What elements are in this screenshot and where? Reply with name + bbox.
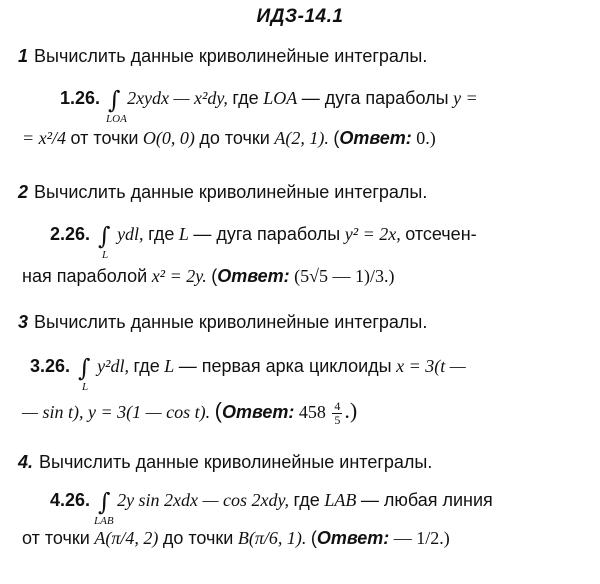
text-where: где — [232, 88, 259, 108]
problem-3-line-1 — [30, 354, 466, 393]
section-heading-text: Вычислить данные криволинейные интегралы. — [34, 46, 428, 66]
curve-equation-end: — sin t), y = 3(1 — cos t). — [22, 402, 211, 422]
problem-4-line-2: от точки A(π/4, 2) до точки B(π/6, 1). (Ответ: — 1/2.) — [22, 528, 450, 548]
curve-name: LAB — [324, 490, 357, 510]
problem-number: 1.26. — [60, 88, 101, 108]
curve-description: — любая линия — [360, 490, 493, 510]
problem-number: 4.26. — [50, 490, 91, 510]
section-heading-text: Вычислить данные криволинейные интегралы. — [39, 452, 433, 472]
problem-number: 2.26. — [50, 224, 91, 244]
text-where: где — [133, 356, 160, 376]
answer-label: Ответ: — [316, 528, 390, 548]
text-to-point: до точки — [162, 528, 234, 548]
text-from-point: от точки — [22, 528, 90, 548]
curve-equation: y² = 2x, — [344, 224, 401, 244]
problem-2-line-2: ная параболой x² = 2y. (Ответ: (5√5 — 1)/3.) — [22, 266, 395, 286]
curve-equation-start: y = — [453, 88, 478, 108]
text-from-point: от точки — [70, 128, 139, 148]
fraction-denominator: 5 — [334, 413, 341, 428]
integral-sign: ∫ L — [98, 222, 111, 261]
answer-label: Ответ: — [339, 128, 412, 148]
text-cut-by: отсечен- — [405, 224, 477, 244]
section-1-heading — [18, 46, 427, 67]
integral-sign: ∫ LAB — [94, 488, 114, 527]
problem-1-line-2: = x²/4 от точки O(0, 0) до точки A(2, 1). (Ответ: 0.) — [22, 128, 436, 148]
answer-label: Ответ: — [217, 266, 290, 286]
section-number: 3 — [18, 312, 29, 332]
end-point: B(π/6, 1). — [237, 528, 307, 548]
text-where: где — [148, 224, 175, 244]
text-parabola: ная параболой — [22, 266, 148, 286]
answer-value: (5√5 — 1)/3.) — [294, 266, 395, 286]
text-where: где — [293, 490, 320, 510]
integral-sign: ∫ L — [78, 354, 91, 393]
integral-subscript: L — [102, 249, 109, 261]
integral-subscript: LAB — [94, 515, 114, 527]
curve-description: — дуга параболы — [301, 88, 449, 108]
integral-sign: ∫ LOA — [106, 86, 127, 125]
integrand: y²dl, — [97, 356, 129, 376]
curve-equation-end: = x²/4 — [22, 128, 67, 148]
problem-1-line-1 — [60, 86, 478, 125]
answer-label: Ответ: — [221, 402, 295, 422]
problem-number: 3.26. — [30, 356, 71, 376]
section-number: 4. — [18, 452, 34, 472]
problem-3-line-2: — sin t), y = 3(1 — cos t). (Ответ: 458 $\frac{4}{5}$ .) — [22, 398, 358, 428]
page-title: ИДЗ-14.1 — [256, 6, 344, 27]
fraction-numerator: 4 — [334, 399, 341, 414]
answer-fraction — [332, 400, 342, 427]
answer-tail: .) — [344, 398, 358, 423]
section-heading-text: Вычислить данные криволинейные интегралы. — [34, 182, 428, 202]
section-heading-text: Вычислить данные криволинейные интегралы. — [34, 312, 428, 332]
integral-subscript: L — [82, 381, 89, 393]
integrand: 2y sin 2xdx — cos 2xdy, — [117, 490, 290, 510]
section-2-heading — [18, 182, 427, 203]
curve-description: — дуга параболы — [193, 224, 341, 244]
start-point: O(0, 0) — [142, 128, 195, 148]
curve-name: L — [164, 356, 175, 376]
problem-2-line-1 — [50, 222, 477, 261]
integral-subscript: LOA — [106, 113, 127, 125]
problem-4-line-1 — [50, 488, 493, 527]
section-4-heading — [18, 452, 432, 473]
answer-value: — 1/2.) — [393, 528, 450, 548]
curve-description: — первая арка циклоиды — [178, 356, 392, 376]
curve-equation-start: x = 3(t — — [396, 356, 466, 376]
section-3-heading — [18, 312, 427, 333]
second-curve-equation: x² = 2y. — [151, 266, 207, 286]
curve-name: L — [178, 224, 189, 244]
answer-integer-part: 458 — [298, 402, 326, 422]
section-number: 2 — [18, 182, 29, 202]
text-to-point: до точки — [199, 128, 270, 148]
end-point: A(2, 1). — [274, 128, 329, 148]
integrand: ydl, — [117, 224, 144, 244]
section-number: 1 — [18, 46, 29, 66]
start-point: A(π/4, 2) — [94, 528, 159, 548]
integrand: 2xydx — x²dy, — [127, 88, 228, 108]
curve-name: LOA — [263, 88, 298, 108]
answer-value: 0.) — [416, 128, 436, 148]
